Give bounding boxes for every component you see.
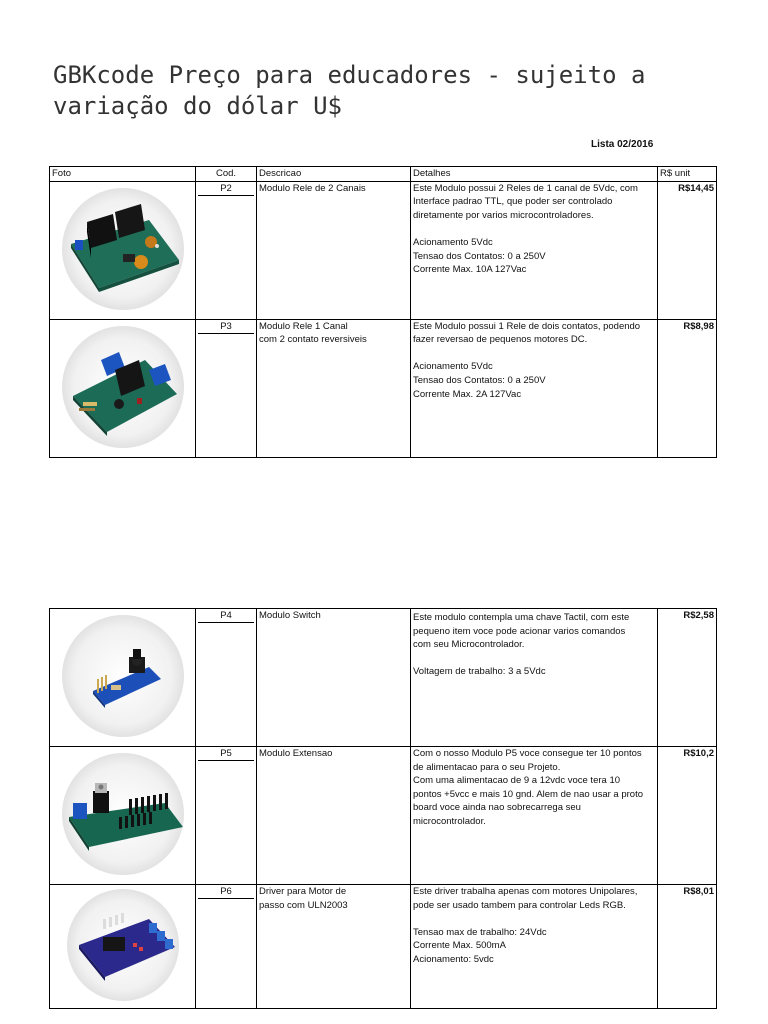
detail-line: Este Modulo possui 1 Rele de dois contatos, podendo [413, 320, 641, 332]
product-price: R$2,58 [658, 609, 717, 747]
product-code: P6 [198, 885, 254, 899]
detail-line: Corrente Max. 10A 127Vac [413, 264, 527, 276]
header-foto: Foto [50, 167, 196, 182]
product-description: passo com ULN2003 [259, 899, 348, 911]
product-code: P4 [198, 609, 254, 623]
price-table-1 [49, 166, 717, 458]
table-row [50, 747, 717, 885]
product-price: R$10,2 [658, 747, 717, 885]
product-description: Modulo Rele de 2 Canais [259, 182, 366, 194]
product-code: P5 [198, 747, 254, 761]
detail-line: Este modulo contempla uma chave Tactil, com este [413, 612, 630, 623]
detail-line: Este Modulo possui 2 Reles de 1 canal de 5Vdc, com [413, 182, 638, 194]
product-description: Modulo Rele 1 Canal [259, 320, 348, 332]
product-description: com 2 contato reversiveis [259, 334, 367, 346]
table-row [50, 181, 717, 319]
detail-line: diretamente por varios microcontroladores. [413, 209, 594, 221]
header-cod: Cod. [196, 167, 257, 182]
detail-line: Corrente Max. 2A 127Vac [413, 388, 522, 400]
detail-line: pontos +5vcc e mais 10 gnd. Alem de nao usar a proto [413, 788, 643, 800]
table-row [50, 609, 717, 747]
detail-line: Voltagem de trabalho: 3 a 5Vdc [413, 666, 546, 678]
product-price: R$8,01 [658, 885, 717, 1009]
table-header-row [50, 167, 717, 182]
header-unit-price: R$ unit [658, 167, 717, 182]
extension-board-image [53, 747, 193, 881]
page-title: GBKcode Preço para educadores - sujeito a variação do dólar U$ [53, 61, 646, 120]
switch-board-image [53, 609, 193, 743]
table-row [50, 319, 717, 457]
detail-line: Tensao max de trabalho: 24Vdc [413, 926, 547, 938]
product-price: R$8,98 [658, 319, 717, 457]
stepper-driver-board-image [53, 885, 193, 1005]
product-description: Driver para Motor de [259, 886, 347, 897]
detail-line: Acionamento 5Vdc [413, 361, 493, 373]
detail-line: Este driver trabalha apenas com motores Unipolares, [413, 886, 638, 897]
table-row [50, 885, 717, 1009]
product-description: Modulo Switch [259, 610, 321, 621]
relay-1ch-board-image [53, 320, 193, 454]
detail-line: pode ser usado tambem para controlar Leds RGB. [413, 899, 626, 911]
detail-line: board voce ainda nao sobrecarrega seu [413, 802, 581, 814]
detail-line: Acionamento 5Vdc [413, 236, 493, 248]
product-photo-p6 [50, 885, 196, 1009]
detail-line: Tensao dos Contatos: 0 a 250V [413, 250, 546, 262]
header-descricao: Descricao [257, 167, 411, 182]
header-detalhes: Detalhes [411, 167, 658, 182]
product-price: R$14,45 [658, 181, 717, 319]
product-photo-p5 [50, 747, 196, 885]
detail-line: Acionamento: 5vdc [413, 953, 494, 965]
detail-line: de alimentacao para o seu Projeto. [413, 761, 561, 773]
detail-line: Com uma alimentacao de 9 a 12vdc voce tera 10 [413, 775, 621, 787]
product-description: Modulo Extensao [259, 748, 333, 759]
price-table-2 [49, 608, 717, 1009]
detail-line: pequeno item voce pode acionar varios comandos [413, 625, 626, 637]
list-version: Lista 02/2016 [591, 139, 654, 150]
detail-line: com seu Microcontrolador. [413, 639, 525, 651]
detail-line: Com o nosso Modulo P5 voce consegue ter 10 pontos [413, 748, 642, 759]
detail-line: Corrente Max. 500mA [413, 940, 506, 952]
product-code: P3 [198, 320, 254, 334]
detail-line: Interface padrao TTL, que poder ser controlado [413, 196, 613, 208]
relay-2ch-board-image [53, 182, 193, 316]
product-code: P2 [198, 182, 254, 196]
product-photo-p2 [50, 181, 196, 319]
detail-line: Tensao dos Contatos: 0 a 250V [413, 374, 546, 386]
detail-line: fazer reversao de pequenos motores DC. [413, 334, 588, 346]
product-photo-p3 [50, 319, 196, 457]
detail-line: microcontrolador. [413, 815, 486, 827]
product-photo-p4 [50, 609, 196, 747]
